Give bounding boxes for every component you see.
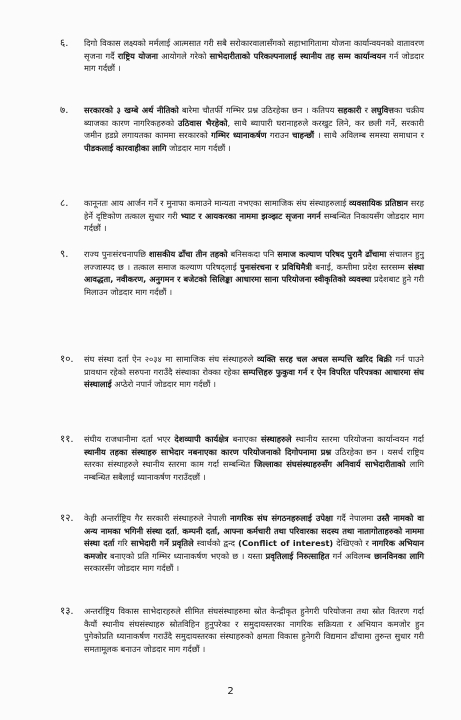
bold-text-run: चाहन्छौं bbox=[292, 130, 315, 141]
item-text bbox=[84, 605, 424, 655]
text-run: सम्बन्धित निकायसँग जोडदार माग गर्दछौं । bbox=[84, 210, 424, 234]
item-text bbox=[84, 353, 424, 391]
text-run: राज्य पुनःसंरचनापछि bbox=[84, 249, 149, 259]
list-item-8 bbox=[60, 197, 424, 235]
bold-text-run: व्यवसायिक प्रतिष्ठान bbox=[349, 198, 408, 208]
list-item-9 bbox=[60, 248, 424, 298]
text-run: केही अन्तर्राष्ट्रिय गैर सरकारी संस्थाहरुले नेपाली bbox=[84, 513, 231, 523]
bold-text-run: उस्तै नामको वा अन्य नामका भगिनी संस्था दर्ता bbox=[84, 513, 424, 536]
bold-text-run: प्रवृतिलाई निरुत्साहित bbox=[265, 550, 330, 561]
bold-text-run: भ्याट र आयकरका नाममा झञ्झट सृजना नगर्न bbox=[180, 210, 321, 221]
bold-text-run: लघुवित्त bbox=[371, 105, 394, 115]
bold-text-run: छानविनका लागि bbox=[374, 550, 424, 561]
item-number: ८. bbox=[60, 198, 69, 209]
item-number: ११. bbox=[60, 434, 74, 445]
text-run: गरि bbox=[114, 538, 131, 549]
text-run: स्वार्थको द्वन्द bbox=[193, 538, 239, 549]
text-run: गर्न पाउने प्रावधान रहेको सरुपना गराउँदै संस्थाका रोक्का रहेका bbox=[84, 354, 424, 377]
item-number: १०. bbox=[60, 354, 74, 365]
text-run: संचालन हुनु लज्जास्पद छ । तत्काल समाज कल्याण परिषद्लाई bbox=[84, 249, 424, 272]
item-text bbox=[84, 433, 424, 483]
bold-text-run: सरकारको ३ खम्बे अर्थ नीतिको bbox=[84, 105, 179, 115]
list-item-10 bbox=[60, 353, 424, 391]
text-run: बारेमा चौतर्फी गम्भिर प्रश्न उठिरहेका छन । कतिपय bbox=[178, 105, 338, 115]
bold-text-run: देशव्यापी कार्यक्षेत्र bbox=[174, 434, 229, 444]
bold-text-run: संस्था आवद्धता, नवीकरण, अनुगमन र बजेटको सिलिङ्का आधारमा साना परियोजना स्वीकृतिको व्यवस्था bbox=[84, 261, 424, 285]
text-run: कानूनतः आय आर्जन गर्ने र मुनाफा कमाउने मान्यता नभएका सामाजिक संघ संस्थाहरुलाई bbox=[84, 198, 350, 208]
text-run: गराउन bbox=[266, 130, 293, 141]
text-run: देखिएको र bbox=[333, 538, 373, 549]
bold-text-run: नागरिक संघ संगठनहरुलाई उपेक्षा bbox=[230, 513, 333, 523]
bold-text-run: कम्पनी दर्ता, आफ्ना कर्मचारी तथा परिवारका सदस्य तथा नातागोताहरुको नाममा संस्था दर्ता bbox=[84, 525, 424, 549]
text-run: आयोगले गरेको bbox=[158, 50, 210, 61]
text-run: बनाएका bbox=[228, 434, 261, 444]
item-number: १३. bbox=[60, 606, 74, 617]
item-text bbox=[84, 37, 424, 75]
text-run: उठिरहेका छन । यसर्थ राष्ट्रिय स्तरका संस्थाहरुले स्थानीय स्तरमा काम गर्दा सम्बन्धित bbox=[84, 446, 424, 470]
text-run: संघीय राजधानीमा दर्ता भएर bbox=[84, 434, 175, 444]
text-run: र bbox=[361, 105, 372, 115]
text-run: अन्तर्राष्ट्रिय विकास साभेदारहरुले सीमित संघसंस्थाहरुमा स्रोत केन्द्रीकृत हुनेगरी परियोजना तथा स्रोत वितरण गर्दा कैयौं स्थानीय संघसंस्थाहरु स्रोतविहिन हुनुपरेका र समुदायस्तरका नागरिक सक्रियता र अभियान कमजोर हुन पुगेकोप्रति ध्यानाकर्षण गराउँदै समुदायस्तरका संस्थाहरुको क्षमता विकास हुनेगरी विद्यमान ढाँचामा तुरुन्त सुधार गरी समतामूलक बनाउन जोडदार माग गर्दछौं । bbox=[84, 606, 424, 654]
bold-text-run: जिल्लाका संघसंस्थाहरुसँग अनिवार्य साभेदारीताको bbox=[254, 459, 406, 470]
text-run: का चक्रीय ब्याजका कारण नागरिकहरुको bbox=[84, 105, 424, 128]
item-text bbox=[84, 248, 424, 298]
list-item-6 bbox=[60, 37, 424, 75]
bold-text-run: राष्ट्रिय योजना bbox=[117, 50, 159, 61]
text-run: बनाई, कम्तीमा प्रदेश स्तरसम्म bbox=[312, 261, 409, 272]
bold-text-run: पुनःसंरचना र प्रविधिमैत्री bbox=[239, 261, 313, 272]
page-number: 2 bbox=[227, 686, 234, 697]
bold-text-run: संस्थाहरुले bbox=[260, 434, 292, 444]
bold-text-run: समाज कल्याण परिषद पुरानै ढाँचामा bbox=[277, 249, 387, 259]
bold-text-run: उठिवास भैरहेको bbox=[177, 117, 228, 128]
bold-text-run: नागरिक अभियान कमजोर bbox=[84, 538, 424, 561]
text-run: गर्न जोडदार माग गर्दछौं । bbox=[84, 50, 424, 74]
text-run: दिगो विकास लक्ष्यको मर्मलाई आत्मसात गरी सबै सरोकारवालासँगको सहाभागितामा योजना कार्यान्वयनको वातावरण सृजना गर्दै bbox=[84, 38, 424, 61]
text-run: , साथै ब्यापारी घरानाहरुले करखुट लिने, कर छली गर्ने, सरकारी जमीन हडप्ने लगायतका काममा सरकारको bbox=[84, 117, 424, 141]
bold-text-run: सम्पत्तिहरु फुकुवा गर्न र ऐन विपरित परिपत्रका आधारमा संघ संस्थालाई bbox=[84, 366, 424, 390]
text-run: प्रदेशबाट हुने गरी मिलाउन जोडदार माग गर्दछौं । bbox=[84, 274, 424, 297]
item-number: ६. bbox=[60, 38, 69, 49]
list-item-13 bbox=[60, 605, 424, 655]
list-item-11 bbox=[60, 433, 424, 483]
bold-text-run: शासकीय ढाँचा तीन तहको bbox=[148, 249, 228, 259]
text-run: संघ संस्था दर्ता ऐन २०३४ मा सामाजिक संघ संस्थाहरुले bbox=[84, 354, 257, 364]
bold-text-run: गम्भिर ध्यानाकर्षण bbox=[211, 130, 267, 141]
bold-text-run: (Conflict of interest) bbox=[238, 538, 334, 549]
text-run: स्थानीय स्तरमा परियोजना कार्यान्वयन गर्दा bbox=[291, 434, 424, 444]
bold-text-run: सहकारी bbox=[337, 105, 362, 115]
text-run: सरकारसँग जोडदार माग गर्दछौं । bbox=[84, 563, 180, 574]
item-number: ९. bbox=[60, 249, 69, 260]
item-number: ७. bbox=[60, 105, 69, 116]
text-run: बनाएको प्रति गम्भिर ध्यानाकर्षण भएको छ । यस्ता bbox=[106, 550, 266, 561]
text-run: सरह हेर्ने दृष्टिकोण तत्काल सुधार गरी bbox=[84, 198, 424, 221]
item-text bbox=[84, 197, 424, 235]
text-run: गर्न अविलम्ब bbox=[329, 550, 375, 561]
bold-text-run: स्थानीय तहका संस्थाहरु साभेदार नबनाएका कारण परियोजनाको दिगोपनामा प्रश्न bbox=[84, 446, 332, 457]
bold-text-run: साभेदारी गर्ने प्रवृतिले bbox=[130, 538, 194, 549]
text-run: । साथै अविलम्ब समस्या समाधान र bbox=[314, 130, 424, 141]
item-text bbox=[84, 104, 424, 154]
bold-text-run: पीडकलाई कारवाहीका लागि bbox=[84, 142, 167, 153]
text-run: बनिसकदा पनि bbox=[227, 249, 278, 259]
item-number: १२. bbox=[60, 513, 74, 524]
text-run: गर्दै नेपालमा bbox=[333, 513, 378, 523]
bold-text-run: साभेदारीताको परिकल्पनालाई स्थानीय तह सम्म कार्यान्वयन bbox=[209, 50, 386, 61]
text-run: जोडदार माग गर्दछौं । bbox=[166, 142, 231, 153]
text-run: , bbox=[176, 525, 183, 536]
bold-text-run: व्यक्ति सरह चल अचल सम्पत्ति खरिद बिक्री bbox=[256, 354, 392, 364]
text-run: लागि नम्बन्धित सबैलाई ध्यानाकर्षण गराउँदछौं । bbox=[84, 459, 424, 482]
text-run: अप्ठेरो नपार्न जोडदार माग गर्दछौं । bbox=[111, 379, 217, 390]
item-text bbox=[84, 512, 424, 575]
list-item-7 bbox=[60, 104, 424, 154]
list-item-12 bbox=[60, 512, 424, 575]
